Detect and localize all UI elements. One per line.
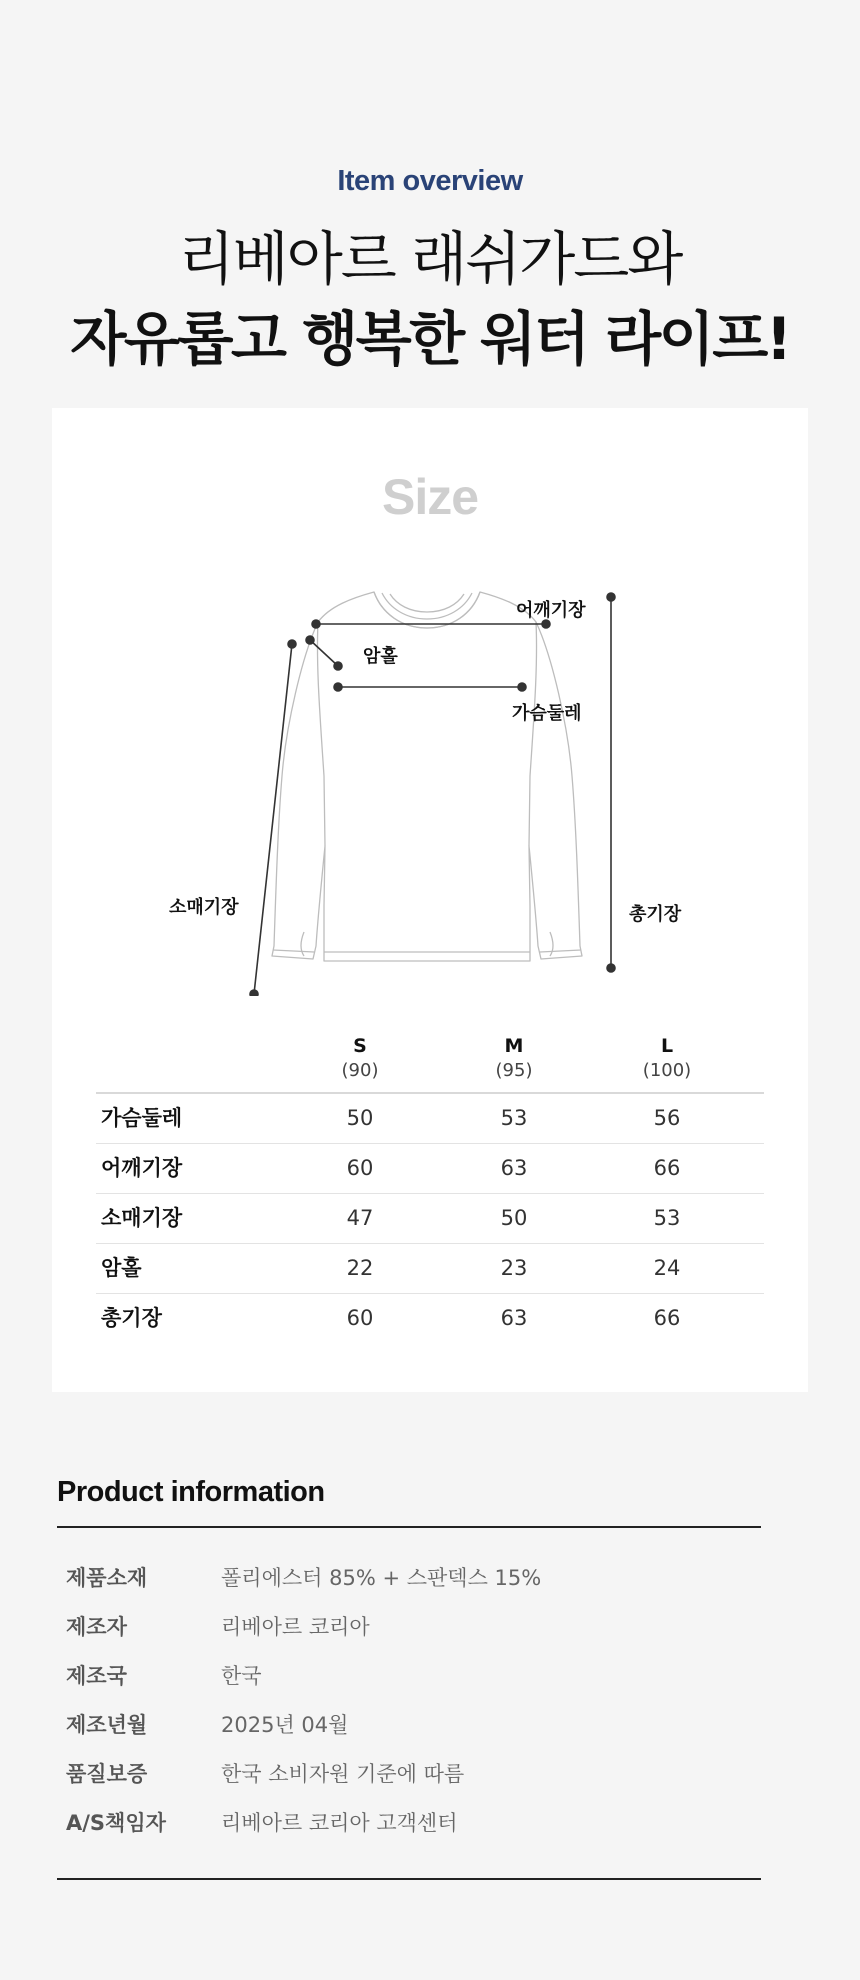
size-number: (100) — [642, 1060, 692, 1081]
size-name: S — [353, 1035, 367, 1057]
product-info-list — [57, 1554, 761, 1880]
info-value: 리베아르 코리아 고객센터 — [221, 1811, 458, 1835]
page-header — [0, 160, 860, 376]
size-column-s — [300, 1034, 420, 1084]
row-value: 60 — [346, 1156, 374, 1180]
list-item — [57, 1603, 761, 1652]
table-row — [96, 1144, 764, 1194]
list-item — [57, 1652, 761, 1701]
label-sleeve: 소매기장 — [169, 897, 239, 918]
table-row — [96, 1244, 764, 1294]
size-card — [52, 408, 808, 1392]
product-info-title: Product information — [57, 1470, 761, 1528]
info-label: A/S책임자 — [66, 1811, 166, 1835]
info-value: 2025년 04월 — [221, 1713, 349, 1737]
list-item — [57, 1554, 761, 1603]
row-value: 24 — [653, 1256, 681, 1280]
headline-line-2: 자유롭고 행복한 워터 라이프! — [70, 305, 790, 373]
info-value: 한국 소비자원 기준에 따름 — [221, 1762, 465, 1786]
size-table-header — [96, 1026, 764, 1094]
label-armhole: 암홀 — [363, 646, 398, 667]
size-column-l — [607, 1034, 727, 1084]
row-value: 50 — [346, 1106, 374, 1130]
size-name: M — [504, 1035, 524, 1057]
size-number: (95) — [495, 1060, 533, 1081]
size-number: (90) — [341, 1060, 379, 1081]
list-item — [57, 1701, 761, 1750]
size-column-m — [454, 1034, 574, 1084]
row-label: 암홀 — [101, 1256, 142, 1280]
row-label: 어깨기장 — [101, 1156, 183, 1180]
row-value: 23 — [500, 1256, 528, 1280]
info-label: 제조자 — [66, 1615, 127, 1639]
row-value: 22 — [346, 1256, 374, 1280]
list-item — [57, 1750, 761, 1799]
row-label: 가슴둘레 — [101, 1106, 183, 1130]
label-chest: 가슴둘레 — [512, 703, 582, 724]
row-value: 53 — [653, 1206, 681, 1230]
table-row — [96, 1194, 764, 1244]
info-value: 리베아르 코리아 — [221, 1615, 370, 1639]
info-value: 폴리에스터 85% + 스판덱스 15% — [221, 1566, 542, 1590]
eyebrow-title: Item overview — [337, 165, 523, 197]
table-row — [96, 1094, 764, 1144]
row-label: 소매기장 — [101, 1206, 183, 1230]
product-information — [57, 1470, 761, 1880]
row-value: 63 — [500, 1306, 528, 1330]
row-value: 53 — [500, 1106, 528, 1130]
info-label: 제조국 — [66, 1664, 127, 1688]
label-shoulder: 어깨기장 — [516, 600, 586, 621]
row-value: 56 — [653, 1106, 681, 1130]
row-value: 50 — [500, 1206, 528, 1230]
info-label: 품질보증 — [66, 1762, 148, 1786]
row-value: 66 — [653, 1156, 681, 1180]
row-value: 60 — [346, 1306, 374, 1330]
row-label: 총기장 — [101, 1306, 162, 1330]
table-row — [96, 1294, 764, 1343]
row-value: 66 — [653, 1306, 681, 1330]
size-title: Size — [381, 469, 479, 525]
size-table — [96, 1026, 764, 1343]
row-value: 63 — [500, 1156, 528, 1180]
size-name: L — [660, 1035, 674, 1057]
info-label: 제품소재 — [66, 1566, 148, 1590]
label-total-length: 총기장 — [629, 904, 682, 925]
info-value: 한국 — [221, 1664, 262, 1688]
list-item — [57, 1799, 761, 1848]
row-value: 47 — [346, 1206, 374, 1230]
garment-measurement-diagram — [52, 576, 808, 996]
info-label: 제조년월 — [66, 1713, 148, 1737]
headline-line-1: 리베아르 래쉬가드와 — [178, 225, 682, 293]
